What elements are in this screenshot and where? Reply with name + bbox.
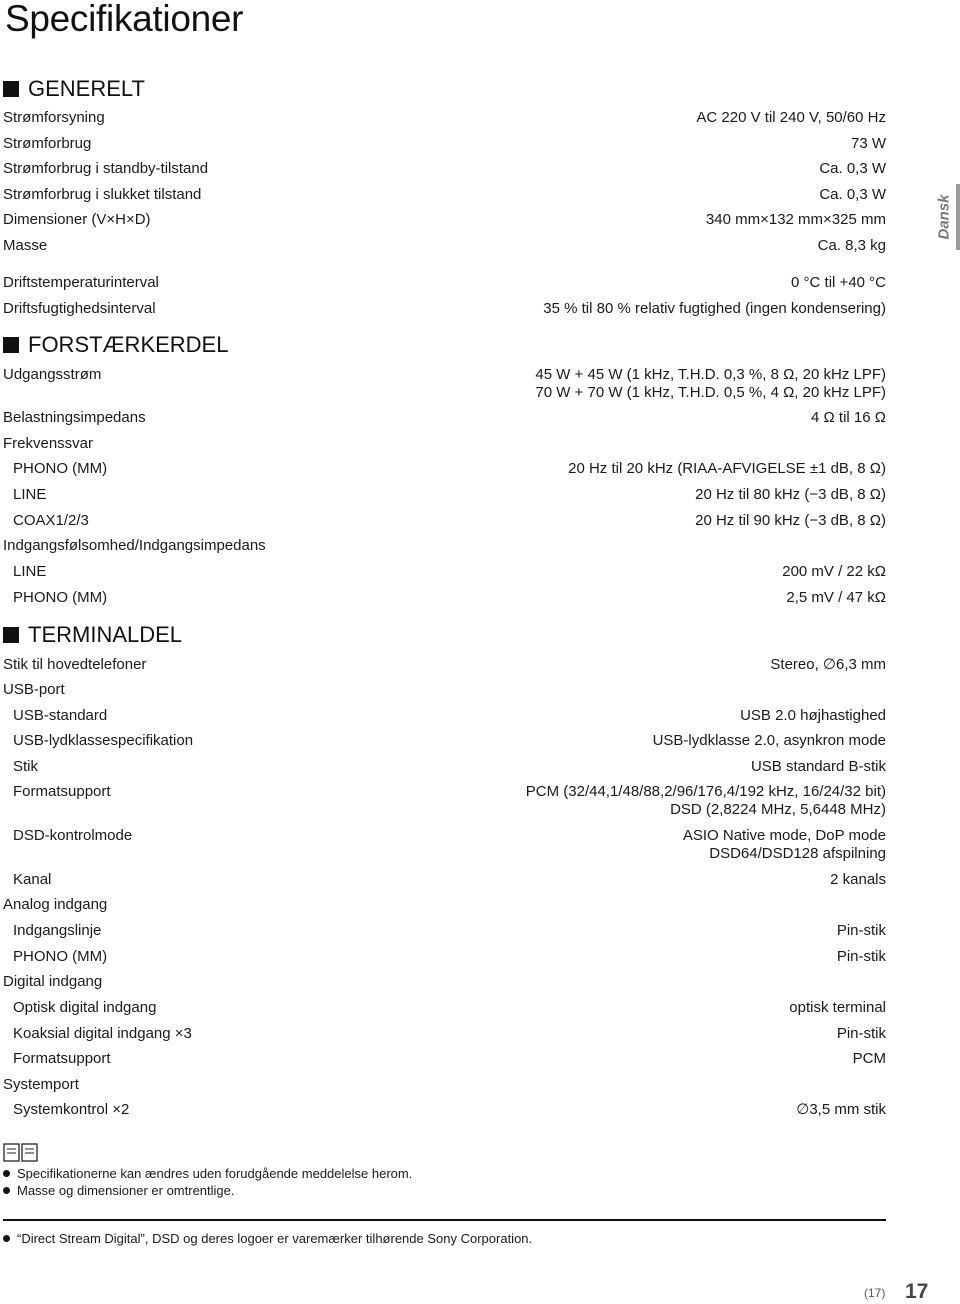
- spec-value: PCM (32/44,1/48/88,2/96/176,4/192 kHz, 16/24/32 bit) DSD (2,8224 MHz, 5,6448 MHz): [525, 783, 886, 818]
- spec-row: [3, 237, 886, 255]
- spec-label: LINE: [13, 563, 47, 580]
- spec-row: [3, 732, 886, 750]
- spec-value: USB-lydklasse 2.0, asynkron mode: [652, 732, 886, 749]
- section-title: FORSTÆRKERDEL: [28, 332, 229, 357]
- spec-value: 20 Hz til 80 kHz (−3 dB, 8 Ω): [695, 486, 886, 503]
- spec-value: 4 Ω til 16 Ω: [811, 409, 886, 426]
- spec-row: [3, 1050, 886, 1068]
- open-book-icon: [3, 1143, 41, 1163]
- spec-label: Optisk digital indgang: [13, 999, 157, 1016]
- spec-value: AC 220 V til 240 V, 50/60 Hz: [696, 109, 886, 126]
- spec-row: [3, 409, 886, 427]
- spec-value: USB 2.0 højhastighed: [740, 707, 886, 724]
- spec-row: [3, 512, 886, 530]
- section-heading-generelt: [3, 76, 145, 102]
- spec-label: DSD-kontrolmode: [13, 827, 133, 844]
- spec-row: [3, 973, 886, 991]
- spec-label: Masse: [3, 237, 48, 254]
- spec-label: Indgangsfølsomhed/Indgangsimpedans: [3, 537, 266, 554]
- spec-row: [3, 758, 886, 776]
- spec-label: Formatsupport: [13, 1050, 111, 1067]
- spec-label: USB-port: [3, 681, 65, 698]
- divider: [3, 1219, 886, 1221]
- spec-row: [3, 300, 886, 318]
- spec-value: Pin-stik: [836, 1025, 886, 1042]
- spec-label: Dimensioner (V×H×D): [3, 211, 151, 228]
- square-bullet-icon: [3, 627, 19, 643]
- spec-label: PHONO (MM): [13, 589, 108, 606]
- spec-value: 35 % til 80 % relativ fugtighed (ingen kondensering): [543, 300, 886, 317]
- spec-label: USB-standard: [13, 707, 108, 724]
- spec-label: Systemport: [3, 1076, 79, 1093]
- note-item: [3, 1183, 235, 1199]
- spec-row: [3, 922, 886, 940]
- spec-label: Analog indgang: [3, 896, 108, 913]
- spec-row: [3, 589, 886, 607]
- language-label: Dansk: [935, 194, 953, 240]
- footnote-text: “Direct Stream Digital”, DSD og deres logoer er varemærker tilhørende Sony Corporation.: [17, 1231, 533, 1246]
- spec-row: [3, 896, 886, 914]
- spec-label: Belastningsimpedans: [3, 409, 146, 426]
- spec-row: [3, 211, 886, 229]
- spec-row: [3, 681, 886, 699]
- spec-value: 20 Hz til 20 kHz (RIAA-AFVIGELSE ±1 dB, 8 Ω): [568, 460, 886, 477]
- spec-value: Ca. 0,3 W: [819, 186, 886, 203]
- spec-row: [3, 274, 886, 292]
- spec-row: [3, 783, 886, 819]
- spec-label: Digital indgang: [3, 973, 103, 990]
- spec-label: Strømforbrug i slukket tilstand: [3, 186, 202, 203]
- spec-value: ASIO Native mode, DoP mode DSD64/DSD128 afspilning: [682, 827, 886, 862]
- bullet-dot-icon: [3, 1187, 10, 1194]
- bullet-dot-icon: [3, 1235, 10, 1242]
- spec-label: Strømforsyning: [3, 109, 105, 126]
- spec-row: [3, 486, 886, 504]
- spec-row: [3, 460, 886, 478]
- spec-label: LINE: [13, 486, 47, 503]
- spec-label: COAX1/2/3: [13, 512, 89, 529]
- spec-value: 20 Hz til 90 kHz (−3 dB, 8 Ω): [695, 512, 886, 529]
- spec-label: PHONO (MM): [13, 948, 108, 965]
- spec-value: optisk terminal: [789, 999, 886, 1016]
- spec-label: Stik: [13, 758, 39, 775]
- section-heading-forstaerkerdel: [3, 332, 228, 358]
- spec-label: USB-lydklassespecifikation: [13, 732, 194, 749]
- spec-row: [3, 827, 886, 863]
- bullet-dot-icon: [3, 1170, 10, 1177]
- spec-label: Indgangslinje: [13, 922, 102, 939]
- spec-row: [3, 109, 886, 127]
- spec-label: Strømforbrug i standby-tilstand: [3, 160, 209, 177]
- footnote: [3, 1231, 532, 1247]
- spec-row: [3, 563, 886, 581]
- spec-label: Systemkontrol ×2: [13, 1101, 130, 1118]
- page-reference: (17): [864, 1286, 886, 1300]
- spec-label: Kanal: [13, 871, 52, 888]
- spec-row: [3, 1101, 886, 1119]
- spec-value: ∅3,5 mm stik: [796, 1101, 886, 1118]
- note-item: [3, 1166, 412, 1182]
- spec-value: 45 W + 45 W (1 kHz, T.H.D. 0,3 %, 8 Ω, 20 kHz LPF) 70 W + 70 W (1 kHz, T.H.D. 0,5 %, 4 Ω, 20 kHz LPF): [535, 366, 886, 401]
- spec-value: Stereo, ∅6,3 mm: [770, 656, 886, 673]
- spec-row: [3, 871, 886, 889]
- spec-row: [3, 656, 886, 674]
- spec-value: Pin-stik: [836, 948, 886, 965]
- spec-value: 340 mm×132 mm×325 mm: [705, 211, 886, 228]
- section-title: TERMINALDEL: [28, 622, 183, 647]
- spec-value: 0 °C til +40 °C: [791, 274, 886, 291]
- spec-value: 200 mV / 22 kΩ: [782, 563, 886, 580]
- spec-row: [3, 135, 886, 153]
- spec-row: [3, 948, 886, 966]
- spec-row: [3, 435, 886, 453]
- spec-row: [3, 366, 886, 402]
- spec-label: Strømforbrug: [3, 135, 92, 152]
- spec-label: Udgangsstrøm: [3, 366, 102, 383]
- spec-value: Ca. 0,3 W: [819, 160, 886, 177]
- spec-row: [3, 1076, 886, 1094]
- page-number: 17: [905, 1280, 929, 1303]
- spec-label: Driftstemperaturinterval: [3, 274, 159, 291]
- spec-label: PHONO (MM): [13, 460, 108, 477]
- spec-row: [3, 160, 886, 178]
- spec-value: 2 kanals: [830, 871, 886, 888]
- section-title: GENERELT: [28, 76, 145, 101]
- spec-value: 73 W: [850, 135, 886, 152]
- note-text: Specifikationerne kan ændres uden forudgående meddelelse herom.: [17, 1166, 413, 1181]
- section-heading-terminaldel: [3, 622, 182, 648]
- spec-value: 2,5 mV / 47 kΩ: [786, 589, 886, 606]
- spec-row: [3, 999, 886, 1017]
- note-text: Masse og dimensioner er omtrentlige.: [17, 1183, 235, 1198]
- spec-label: Formatsupport: [13, 783, 111, 800]
- spec-label: Driftsfugtighedsinterval: [3, 300, 156, 317]
- language-side-tab: [932, 184, 960, 250]
- spec-row: [3, 537, 886, 555]
- spec-label: Koaksial digital indgang ×3: [13, 1025, 192, 1042]
- spec-row: [3, 186, 886, 204]
- spec-value: USB standard B-stik: [750, 758, 886, 775]
- spec-value: Ca. 8,3 kg: [817, 237, 886, 254]
- square-bullet-icon: [3, 337, 19, 353]
- spec-row: [3, 1025, 886, 1043]
- spec-label: Frekvenssvar: [3, 435, 94, 452]
- spec-value: PCM: [852, 1050, 886, 1067]
- square-bullet-icon: [3, 81, 19, 97]
- page-title: Specifikationer: [5, 0, 244, 39]
- spec-label: Stik til hovedtelefoner: [3, 656, 147, 673]
- spec-row: [3, 707, 886, 725]
- spec-value: Pin-stik: [836, 922, 886, 939]
